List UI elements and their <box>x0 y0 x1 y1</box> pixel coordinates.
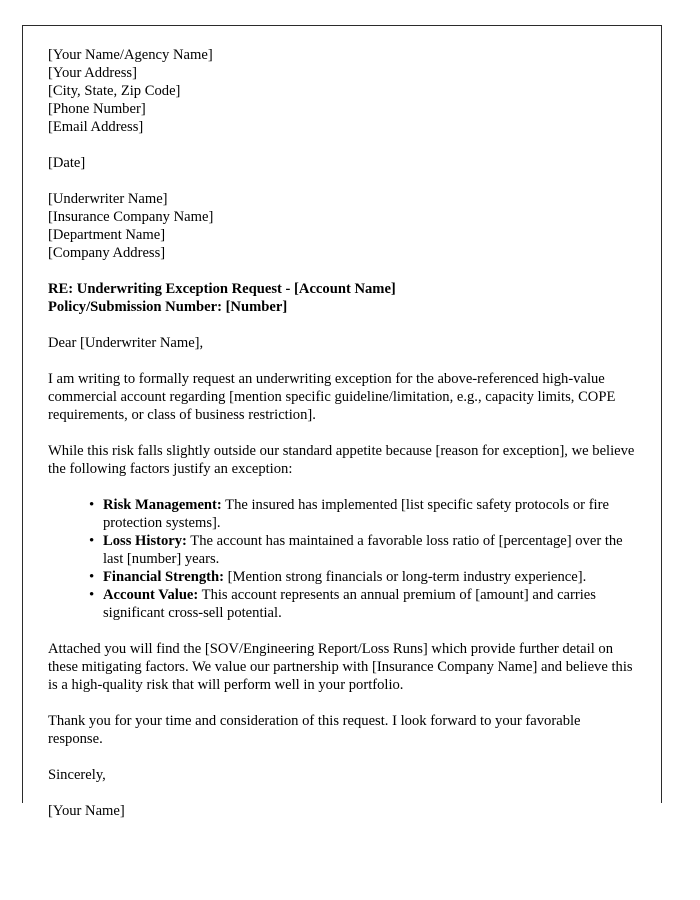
factor-label: Financial Strength: <box>103 569 224 585</box>
sender-phone-line: [Phone Number] <box>48 101 146 117</box>
sender-address-block <box>48 46 635 136</box>
recipient-department-line: [Department Name] <box>48 227 166 243</box>
sender-street-line: [Your Address] <box>48 65 137 81</box>
signature-name-block <box>48 802 635 820</box>
document-page <box>22 25 662 819</box>
list-item <box>89 586 635 622</box>
list-item <box>89 532 635 568</box>
factor-label: Account Value: <box>103 587 199 603</box>
factor-text: This account represents an annual premium of [amount] and carries significant cross-sell potential. <box>103 587 596 621</box>
subject-block <box>48 280 635 316</box>
signature-name: [Your Name] <box>48 803 125 819</box>
list-item <box>89 568 635 586</box>
factor-text: The insured has implemented [list specific safety protocols or fire protection systems]. <box>103 497 609 531</box>
list-item <box>89 496 635 532</box>
factor-text: [Mention strong financials or long-term industry experience]. <box>223 569 587 585</box>
paragraph-closing: Thank you for your time and consideration of this request. I look forward to your favorable response. <box>48 713 581 747</box>
recipient-address-line: [Company Address] <box>48 245 166 261</box>
policy-number-line: Policy/Submission Number: [Number] <box>48 299 288 315</box>
date-line: [Date] <box>48 155 86 171</box>
sender-name-line: [Your Name/Agency Name] <box>48 47 213 63</box>
recipient-company-line: [Insurance Company Name] <box>48 209 214 225</box>
recipient-name-line: [Underwriter Name] <box>48 191 168 207</box>
paragraph-justification-intro: While this risk falls slightly outside our standard appetite because [reason for exception], we believe the following factors justify an exception: <box>48 443 635 477</box>
paragraph-attachments: Attached you will find the [SOV/Engineering Report/Loss Runs] which provide further detail on these mitigating factors. We value our partnership with [Insurance Company Name] and believe this is a high-quality risk that will perform well in your portfolio. <box>48 641 633 693</box>
factor-label: Risk Management: <box>103 497 222 513</box>
date-block <box>48 154 635 172</box>
recipient-address-block <box>48 190 635 262</box>
valediction-block <box>48 766 635 784</box>
re-line: RE: Underwriting Exception Request - [Account Name] <box>48 281 396 297</box>
sender-city-line: [City, State, Zip Code] <box>48 83 181 99</box>
factor-label: Loss History: <box>103 533 187 549</box>
sender-email-line: [Email Address] <box>48 119 144 135</box>
salutation: Dear [Underwriter Name], <box>48 335 204 351</box>
factor-text: The account has maintained a favorable loss ratio of [percentage] over the last [number] years. <box>103 533 623 567</box>
letter-body <box>48 46 635 838</box>
valediction: Sincerely, <box>48 767 106 783</box>
paragraph-opening: I am writing to formally request an underwriting exception for the above-referenced high-value commercial account regarding [mention specific guideline/limitation, e.g., capacity limits, COPE requirements, or class of business restriction]. <box>48 371 616 423</box>
justifying-factors-list <box>48 496 635 622</box>
